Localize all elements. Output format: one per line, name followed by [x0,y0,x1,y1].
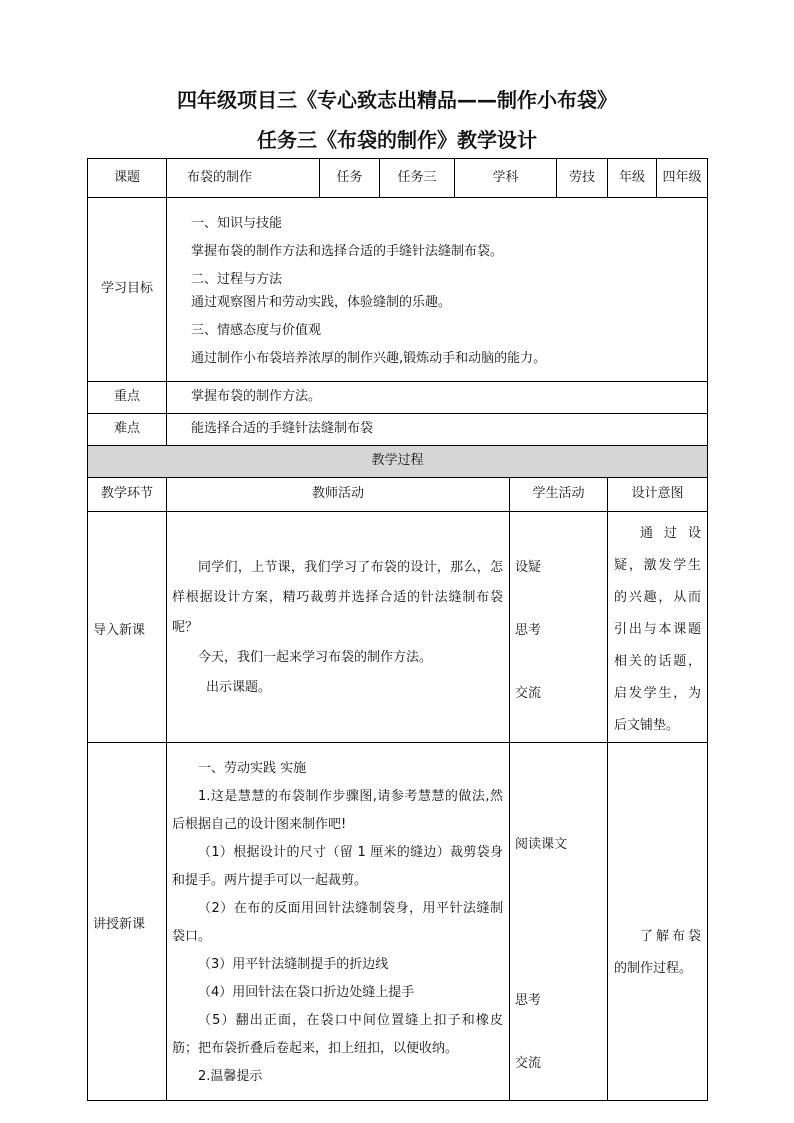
key-point-value: 掌握布袋的制作方法。 [167,382,708,414]
key-point-label: 重点 [88,382,167,414]
intro-stage: 导入新课 [88,512,167,743]
process-header-row [88,478,708,512]
info-row [88,159,708,198]
intro-teacher-p2: 今天，我们一起来学习布袋的制作方法。 [198,650,433,665]
intro-teacher-p3: 出示课题。 [206,680,272,695]
topic-value: 布袋的制作 [167,159,320,198]
new-intent [608,743,708,1101]
difficulty-row [88,414,708,446]
intro-intent-text: 通过设疑，激发学生的兴趣，从而引出与本课题相关的话题，启发学生，为后文铺垫。 [614,526,702,733]
new-teacher-step-5: （4）用回针法在袋口折边处缝上提手 [198,984,415,1000]
new-student-1: 阅读课文 [515,836,568,852]
goals-label: 学习目标 [88,198,167,382]
intro-teacher-p1: 同学们，上节课，我们学习了布袋的设计，那么，怎样根据设计方案，精巧裁剪并选择合适的针法缝制布袋呢？ [172,560,503,635]
difficulty-label: 难点 [88,414,167,446]
col-intent: 设计意图 [608,478,708,512]
task-value: 任务三 [380,159,455,198]
task-label: 任务 [320,159,380,198]
document-title-line-1: 四年级项目三《专心致志出精品——制作小布袋》 [177,88,617,112]
intro-student-1: 设疑 [515,559,542,575]
col-student: 学生活动 [510,478,608,512]
new-teacher-step-4: （3）用平针法缝制提手的折边线 [198,956,389,972]
new-teacher-heading: 一、劳动实践 实施 [198,760,307,776]
process-title-row [88,446,708,478]
new-teacher-step-2: （1）根据设计的尺寸（留 1 厘米的缝边）裁剪袋身和提手。两片提手可以一起裁剪。 [172,844,503,888]
intro-intent [608,512,708,743]
new-stage: 讲授新课 [88,743,167,1101]
goal-text-2: 通过观察图片和劳动实践，体验缝制的乐趣。 [191,294,452,310]
new-student-3: 交流 [515,1055,542,1071]
col-teacher: 教师活动 [167,478,510,512]
key-point-row [88,382,708,414]
intro-student-3: 交流 [515,685,542,701]
new-teacher-step-7: 2.温馨提示 [198,1068,263,1084]
new-intent-text: 了解布袋的制作过程。 [614,928,702,976]
goal-text-3: 通过制作小布袋培养浓厚的制作兴趣,锻炼动手和动脑的能力。 [191,351,547,366]
goals-content [167,198,708,382]
intro-teacher [167,512,510,743]
process-title: 教学过程 [88,446,708,478]
lesson-plan-table [87,158,708,1101]
difficulty-value: 能选择合适的手缝针法缝制布袋 [167,414,708,446]
new-lesson-row [88,743,708,1101]
intro-row [88,512,708,743]
new-student-2: 思考 [515,992,542,1008]
new-teacher-step-6: （5）翻出正面，在袋口中间位置缝上扣子和橡皮筋；把布袋折叠后卷起来，扣上纽扣，以便收纳。 [172,1012,503,1056]
topic-label: 课题 [88,159,167,198]
goals-row [88,198,708,382]
goal-heading-1: 一、知识与技能 [191,215,283,231]
goal-heading-2: 二、过程与方法 [191,272,283,288]
new-student [510,743,608,1101]
intro-student-2: 思考 [515,622,542,638]
new-teacher-step-3: （2）在布的反面用回针法缝制袋身，用平针法缝制袋口。 [172,900,503,944]
intro-student [510,512,608,743]
new-teacher-step-1: 1.这是慧慧的布袋制作步骤图,请参考慧慧的做法,然后根据自己的设计图来制作吧! [172,788,503,832]
new-teacher [167,743,510,1101]
grade-label: 年级 [608,159,657,198]
subject-label: 学科 [455,159,557,198]
subject-value: 劳技 [557,159,608,198]
goal-heading-3: 三、情感态度与价值观 [191,322,322,338]
grade-value: 四年级 [657,159,708,198]
goal-text-1: 掌握布袋的制作方法和选择合适的手缝针法缝制布袋。 [191,244,504,259]
document-title-line-2: 任务三《布袋的制作》教学设计 [257,128,537,152]
col-stage: 教学环节 [88,478,167,512]
